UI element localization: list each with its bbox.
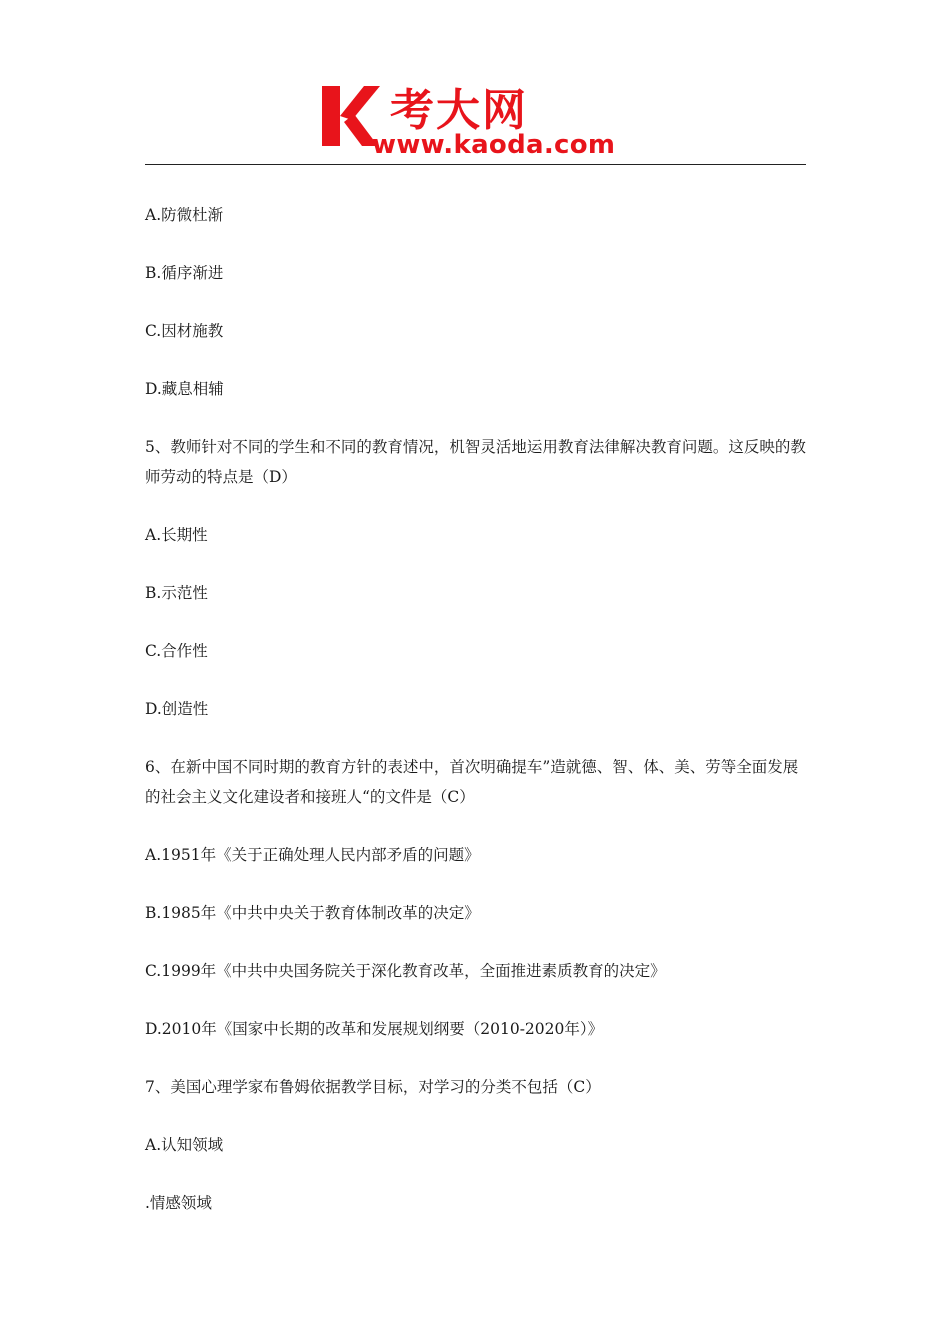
header-divider bbox=[145, 164, 806, 165]
option-c: C.合作性 bbox=[145, 642, 208, 660]
question-7: 7、美国心理学家布鲁姆依据教学目标，对学习的分类不包括（C） bbox=[145, 1078, 601, 1096]
question-6: 6、在新中国不同时期的教育方针的表述中，首次明确提车”造就德、智、体、美、劳等全面发展的社会主义文化建设者和接班人“的文件是（C） bbox=[145, 758, 799, 806]
option-a: A.1951年《关于正确处理人民内部矛盾的问题》 bbox=[145, 846, 480, 864]
option-c: C.因材施教 bbox=[145, 322, 224, 340]
option-b: B.示范性 bbox=[145, 584, 208, 602]
document-body bbox=[145, 200, 807, 1246]
option-b: B.1985年《中共中央关于教育体制改革的决定》 bbox=[145, 904, 480, 922]
option-d: D.2010年《国家中长期的改革和发展规划纲要（2010-2020年）》 bbox=[145, 1020, 604, 1038]
logo-chinese-text: 考大网 bbox=[390, 85, 528, 136]
option-a: A.认知领域 bbox=[145, 1136, 224, 1154]
option-a: A.长期性 bbox=[145, 526, 208, 544]
option-d: D.创造性 bbox=[145, 700, 209, 718]
page-header bbox=[145, 72, 806, 166]
option-d: D.藏息相辅 bbox=[145, 380, 224, 398]
option-b: .情感领域 bbox=[145, 1194, 212, 1212]
option-a: A.防微杜渐 bbox=[145, 206, 224, 224]
question-5: 5、教师针对不同的学生和不同的教育情况，机智灵活地运用教育法律解决教育问题。这反映的教师劳动的特点是（D） bbox=[145, 438, 806, 486]
option-c: C.1999年《中共中央国务院关于深化教育改革，全面推进素质教育的决定》 bbox=[145, 962, 666, 980]
option-b: B.循序渐进 bbox=[145, 264, 224, 282]
logo-url-text: www.kaoda.com bbox=[372, 130, 616, 160]
kaoda-logo[interactable] bbox=[320, 80, 640, 160]
